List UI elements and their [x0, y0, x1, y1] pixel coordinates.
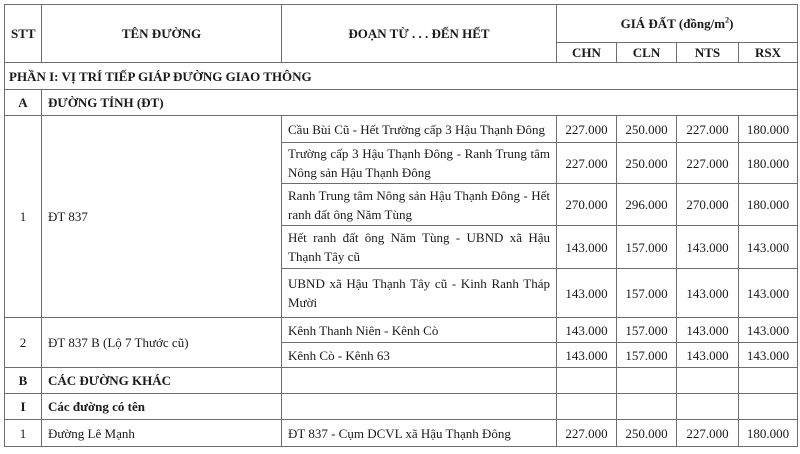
header-nts: NTS [677, 43, 739, 63]
empty-cell [739, 368, 798, 394]
empty-cell [282, 368, 557, 394]
header-rsx: RSX [739, 43, 798, 63]
price-nts: 227.000 [677, 116, 739, 143]
price-nts: 227.000 [677, 143, 739, 184]
price-cln: 157.000 [617, 269, 677, 318]
segment: Ranh Trung tâm Nông sản Hậu Thạnh Đông - Hết ranh đất ông Năm Tùng [282, 184, 557, 226]
price-chn: 227.000 [557, 420, 617, 447]
price-nts: 270.000 [677, 184, 739, 226]
header-chn: CHN [557, 43, 617, 63]
subsection-i-title: Các đường có tên [42, 394, 282, 420]
segment: Cầu Bùi Cũ - Hết Trường cấp 3 Hậu Thạnh Đông [282, 116, 557, 143]
empty-cell [557, 368, 617, 394]
segment: ĐT 837 - Cụm DCVL xã Hậu Thạnh Đông [282, 420, 557, 447]
section-a-title: ĐƯỜNG TỈNH (ĐT) [42, 90, 798, 116]
empty-cell [557, 394, 617, 420]
price-chn: 270.000 [557, 184, 617, 226]
price-chn: 143.000 [557, 318, 617, 343]
header-gia-dat-sup: 2 [725, 15, 730, 25]
section-a-row [5, 90, 798, 116]
segment: Kênh Cò - Kênh 63 [282, 343, 557, 368]
header-stt: STT [5, 5, 42, 63]
segment: UBND xã Hậu Thạnh Tây cũ - Kinh Ranh Tháp Mười [282, 269, 557, 318]
price-rsx: 180.000 [739, 184, 798, 226]
price-nts: 227.000 [677, 420, 739, 447]
price-nts: 143.000 [677, 343, 739, 368]
price-rsx: 180.000 [739, 420, 798, 447]
subsection-i-stt: I [5, 394, 42, 420]
road-name: ĐT 837 B (Lộ 7 Thước cũ) [42, 318, 282, 368]
empty-cell [677, 394, 739, 420]
table-row [5, 318, 798, 343]
price-rsx: 143.000 [739, 343, 798, 368]
price-rsx: 143.000 [739, 318, 798, 343]
section-a-stt: A [5, 90, 42, 116]
header-doan-tu: ĐOẠN TỪ . . . ĐẾN HẾT [282, 5, 557, 63]
section-b-stt: B [5, 368, 42, 394]
price-chn: 227.000 [557, 143, 617, 184]
empty-cell [617, 394, 677, 420]
empty-cell [739, 394, 798, 420]
price-cln: 250.000 [617, 420, 677, 447]
segment: Trường cấp 3 Hậu Thạnh Đông - Ranh Trung tâm Nông sản Hậu Thạnh Đông [282, 143, 557, 184]
road-stt: 2 [5, 318, 42, 368]
price-rsx: 143.000 [739, 226, 798, 269]
price-cln: 250.000 [617, 116, 677, 143]
header-gia-dat-prefix: GIÁ ĐẤT (đồng/m [620, 16, 726, 31]
part-title: PHẦN I: VỊ TRÍ TIẾP GIÁP ĐƯỜNG GIAO THÔNG [5, 63, 798, 90]
road-stt: 1 [5, 116, 42, 318]
header-ten-duong: TÊN ĐƯỜNG [42, 5, 282, 63]
segment: Hết ranh đất ông Năm Tùng - UBND xã Hậu Thạnh Tây cũ [282, 226, 557, 269]
road-name: ĐT 837 [42, 116, 282, 318]
road-name: Đường Lê Mạnh [42, 420, 282, 447]
price-chn: 227.000 [557, 116, 617, 143]
header-gia-dat [557, 5, 798, 43]
price-nts: 143.000 [677, 226, 739, 269]
table-row [5, 420, 798, 447]
price-cln: 157.000 [617, 226, 677, 269]
price-chn: 143.000 [557, 226, 617, 269]
price-cln: 250.000 [617, 143, 677, 184]
price-cln: 157.000 [617, 343, 677, 368]
price-rsx: 180.000 [739, 143, 798, 184]
price-chn: 143.000 [557, 343, 617, 368]
price-nts: 143.000 [677, 318, 739, 343]
segment: Kênh Thanh Niên - Kênh Cò [282, 318, 557, 343]
empty-cell [617, 368, 677, 394]
part-title-row [5, 63, 798, 90]
price-nts: 143.000 [677, 269, 739, 318]
price-cln: 157.000 [617, 318, 677, 343]
section-b-title: CÁC ĐƯỜNG KHÁC [42, 368, 282, 394]
header-row-1 [5, 5, 798, 43]
table-row [5, 116, 798, 143]
road-stt: 1 [5, 420, 42, 447]
empty-cell [677, 368, 739, 394]
header-gia-dat-suffix: ) [729, 16, 734, 31]
price-rsx: 180.000 [739, 116, 798, 143]
subsection-i-row [5, 394, 798, 420]
price-rsx: 143.000 [739, 269, 798, 318]
price-cln: 296.000 [617, 184, 677, 226]
header-cln: CLN [617, 43, 677, 63]
price-chn: 143.000 [557, 269, 617, 318]
empty-cell [282, 394, 557, 420]
section-b-row [5, 368, 798, 394]
land-price-table [4, 4, 798, 447]
